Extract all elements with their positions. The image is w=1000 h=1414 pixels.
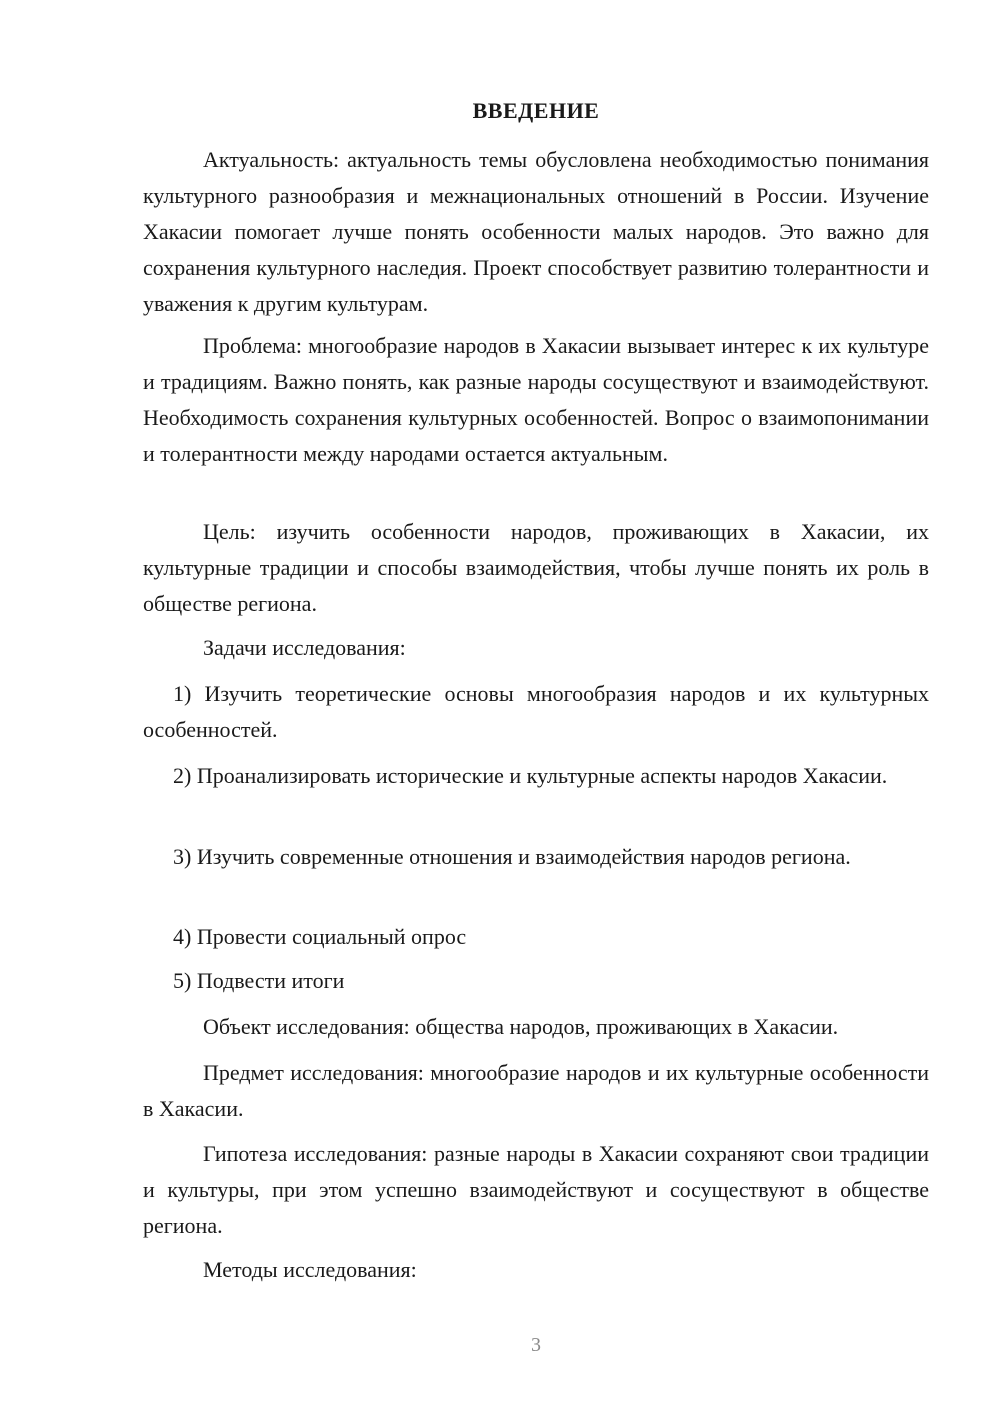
task-item: 1) Изучить теоретические основы многообразия народов и их культурных особенностей. <box>143 681 929 742</box>
task-item: 4) Провести социальный опрос <box>173 924 467 949</box>
task-item: 5) Подвести итоги <box>173 968 345 993</box>
page-number: 3 <box>531 1334 541 1356</box>
subject-paragraph: Предмет исследования: многообразие народов и их культурные особенности в Хакасии. <box>143 1060 929 1121</box>
goal-paragraph: Цель: изучить особенности народов, проживающих в Хакасии, их культурные традиции и способы взаимодействия, чтобы лучше понять их роль в обществе региона. <box>143 519 929 616</box>
tasks-heading: Задачи исследования: <box>203 635 406 660</box>
task-item: 2) Проанализировать исторические и культурные аспекты народов Хакасии. <box>173 763 888 788</box>
hypothesis-paragraph: Гипотеза исследования: разные народы в Хакасии сохраняют свои традиции и культуры, при этом успешно взаимодействуют и сосуществуют в обществе региона. <box>143 1141 929 1238</box>
object-paragraph: Объект исследования: общества народов, проживающих в Хакасии. <box>203 1014 839 1039</box>
relevance-paragraph: Актуальность: актуальность темы обусловлена необходимостью понимания культурного разнообразия и межнациональных отношений в России. Изучение Хакасии помогает лучше понять особенности малых народов. Это важно для сохранения культурного наследия. Проект способствует развитию толерантности и уважения к другим культурам. <box>143 147 929 316</box>
problem-paragraph: Проблема: многообразие народов в Хакасии вызывает интерес к их культуре и традициям. Важно понять, как разные народы сосуществуют и взаимодействуют. Необходимость сохранения культурных особенностей. Вопрос о взаимопонимании и толерантности между народами остается актуальным. <box>143 333 929 466</box>
methods-heading: Методы исследования: <box>203 1257 417 1282</box>
task-item: 3) Изучить современные отношения и взаимодействия народов региона. <box>173 844 851 869</box>
page-heading: ВВЕДЕНИЕ <box>472 98 600 123</box>
